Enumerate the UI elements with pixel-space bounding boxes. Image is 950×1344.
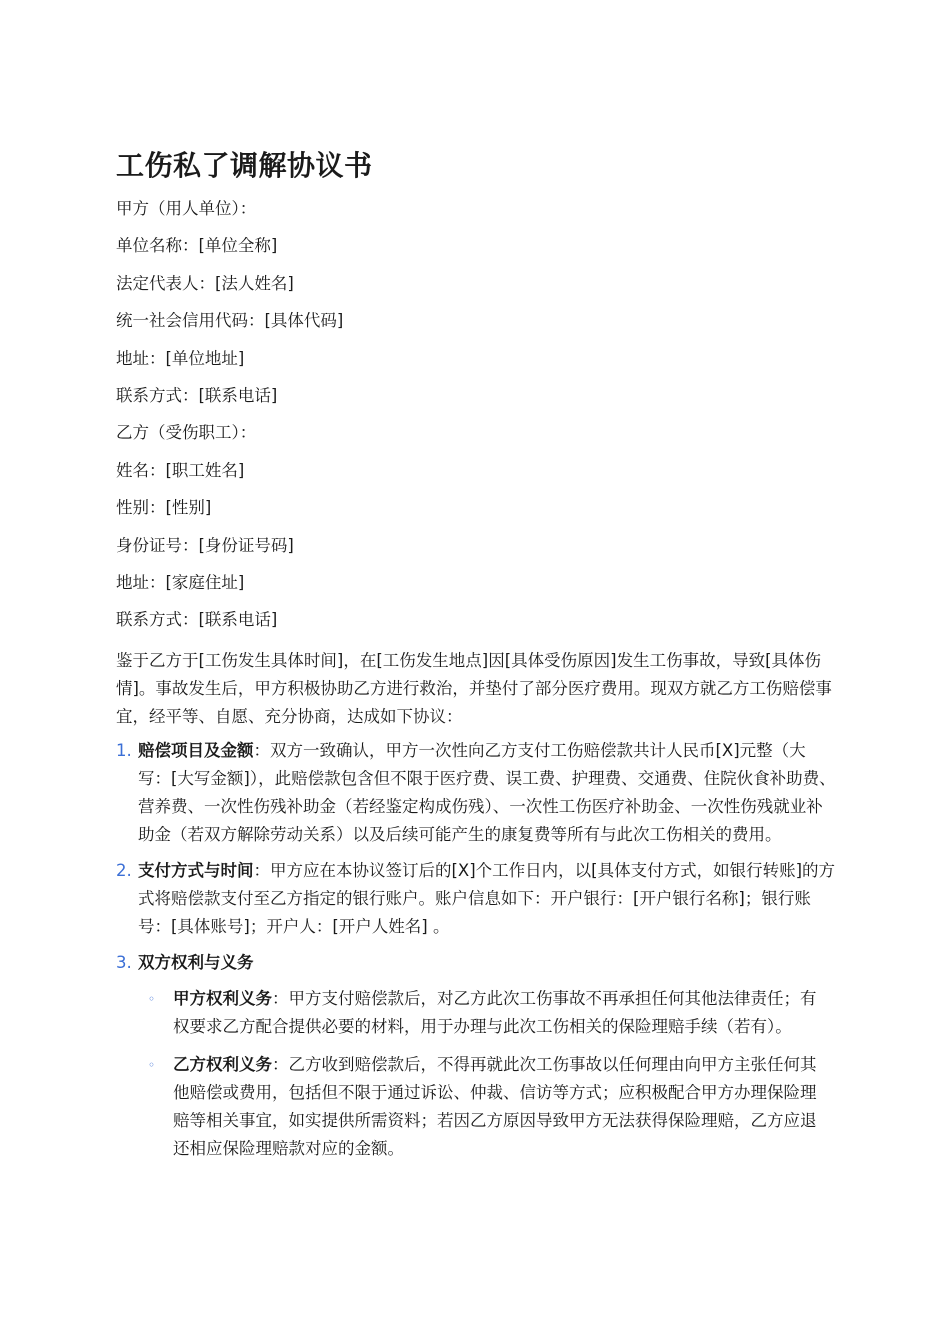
field-label: 法定代表人： (116, 273, 215, 293)
sub-term-text: ：乙方收到赔偿款后，不得再就此次工伤事故以任何理由向甲方主张任何其他赔偿或费用，包括但不限于通过诉讼、仲裁、信访等方式；应积极配合甲方办理保险理赔等相关事宜，如实提供所需资料；若因乙方原因导致甲方无法获得保险理赔，乙方应退还相应保险理赔款对应的金额。 (173, 1054, 817, 1158)
sub-term-item (138, 1051, 823, 1163)
term-number: 1. (116, 740, 132, 760)
term-item (116, 857, 838, 941)
document-title: 工伤私了调解协议书 (116, 149, 373, 182)
term-heading: 支付方式与时间 (138, 860, 254, 880)
bullet-icon: ◦ (148, 991, 156, 1006)
party-b-section (116, 422, 840, 631)
party-a-field (116, 235, 840, 257)
party-b-field (116, 572, 840, 594)
sub-terms-list (138, 985, 838, 1163)
party-b-field (116, 497, 840, 519)
term-item (116, 737, 838, 849)
party-a-section (116, 198, 840, 407)
terms-list (116, 737, 840, 1163)
party-a-heading: 甲方（用人单位）： (116, 199, 257, 218)
field-value: [职工姓名] (165, 460, 245, 480)
term-item (116, 949, 838, 1163)
field-label: 身份证号： (116, 535, 199, 555)
field-value: [单位全称] (198, 236, 278, 256)
party-b-field (116, 460, 840, 482)
field-label: 统一社会信用代码： (116, 311, 265, 331)
field-label: 联系方式： (116, 610, 199, 630)
term-number: 2. (116, 860, 132, 880)
sub-term-heading: 甲方权利义务 (173, 988, 272, 1008)
field-label: 联系方式： (116, 385, 199, 405)
field-value: [具体代码] (264, 311, 344, 331)
field-label: 地址： (116, 572, 166, 592)
field-value: [单位地址] (165, 348, 245, 368)
party-b-field (116, 535, 840, 557)
sub-term-heading: 乙方权利义务 (173, 1054, 272, 1074)
field-value: [联系电话] (198, 610, 278, 630)
party-a-field (116, 348, 840, 370)
term-text: ：双方一致确认，甲方一次性向乙方支付工伤赔偿款共计人民币[X]元整（大写：[大写金额]），此赔偿款包含但不限于医疗费、误工费、护理费、交通费、住院伙食补助费、营养费、一次性伤残补助金（若经鉴定构成伤残）、一次性工伤医疗补助金、一次性伤残就业补助金（若双方解除劳动关系）以及后续可能产生的康复费等所有与此次工伤相关的费用。 (138, 740, 836, 844)
party-a-field (116, 273, 840, 295)
bullet-icon: ◦ (148, 1057, 156, 1072)
intro-paragraph: 鉴于乙方于[工伤发生具体时间]，在[工伤发生地点]因[具体受伤原因]发生工伤事故，导致[具体伤情]。事故发生后，甲方积极协助乙方进行救治，并垫付了部分医疗费用。现双方就乙方工伤赔偿事宜，经平等、自愿、充分协商，达成如下协议： (116, 650, 832, 726)
field-value: [家庭住址] (165, 572, 245, 592)
field-label: 姓名： (116, 460, 166, 480)
party-b-heading: 乙方（受伤职工）： (116, 423, 257, 443)
sub-term-item (138, 985, 823, 1041)
field-label: 性别： (116, 498, 166, 518)
field-label: 单位名称： (116, 236, 199, 256)
field-value: [性别] (165, 498, 212, 518)
party-b-field (116, 609, 840, 631)
field-value: [身份证号码] (198, 535, 294, 555)
term-text: ：甲方应在本协议签订后的[X]个工作日内，以[具体支付方式，如银行转账]的方式将赔偿款支付至乙方指定的银行账户。账户信息如下：开户银行：[开户银行名称]；银行账号：[具体账号]；开户人：[开户人姓名] 。 (138, 860, 836, 936)
party-a-field (116, 385, 840, 407)
field-value: [联系电话] (198, 385, 278, 405)
term-heading: 赔偿项目及金额 (138, 740, 254, 760)
field-label: 地址： (116, 348, 166, 368)
sub-term-text: ：甲方支付赔偿款后，对乙方此次工伤事故不再承担任何其他法律责任；有权要求乙方配合提供必要的材料，用于办理与此次工伤相关的保险理赔手续（若有）。 (173, 988, 817, 1036)
term-heading: 双方权利与义务 (138, 952, 254, 972)
field-value: [法人姓名] (215, 273, 294, 293)
term-number: 3. (116, 952, 132, 972)
party-a-field (116, 310, 840, 332)
